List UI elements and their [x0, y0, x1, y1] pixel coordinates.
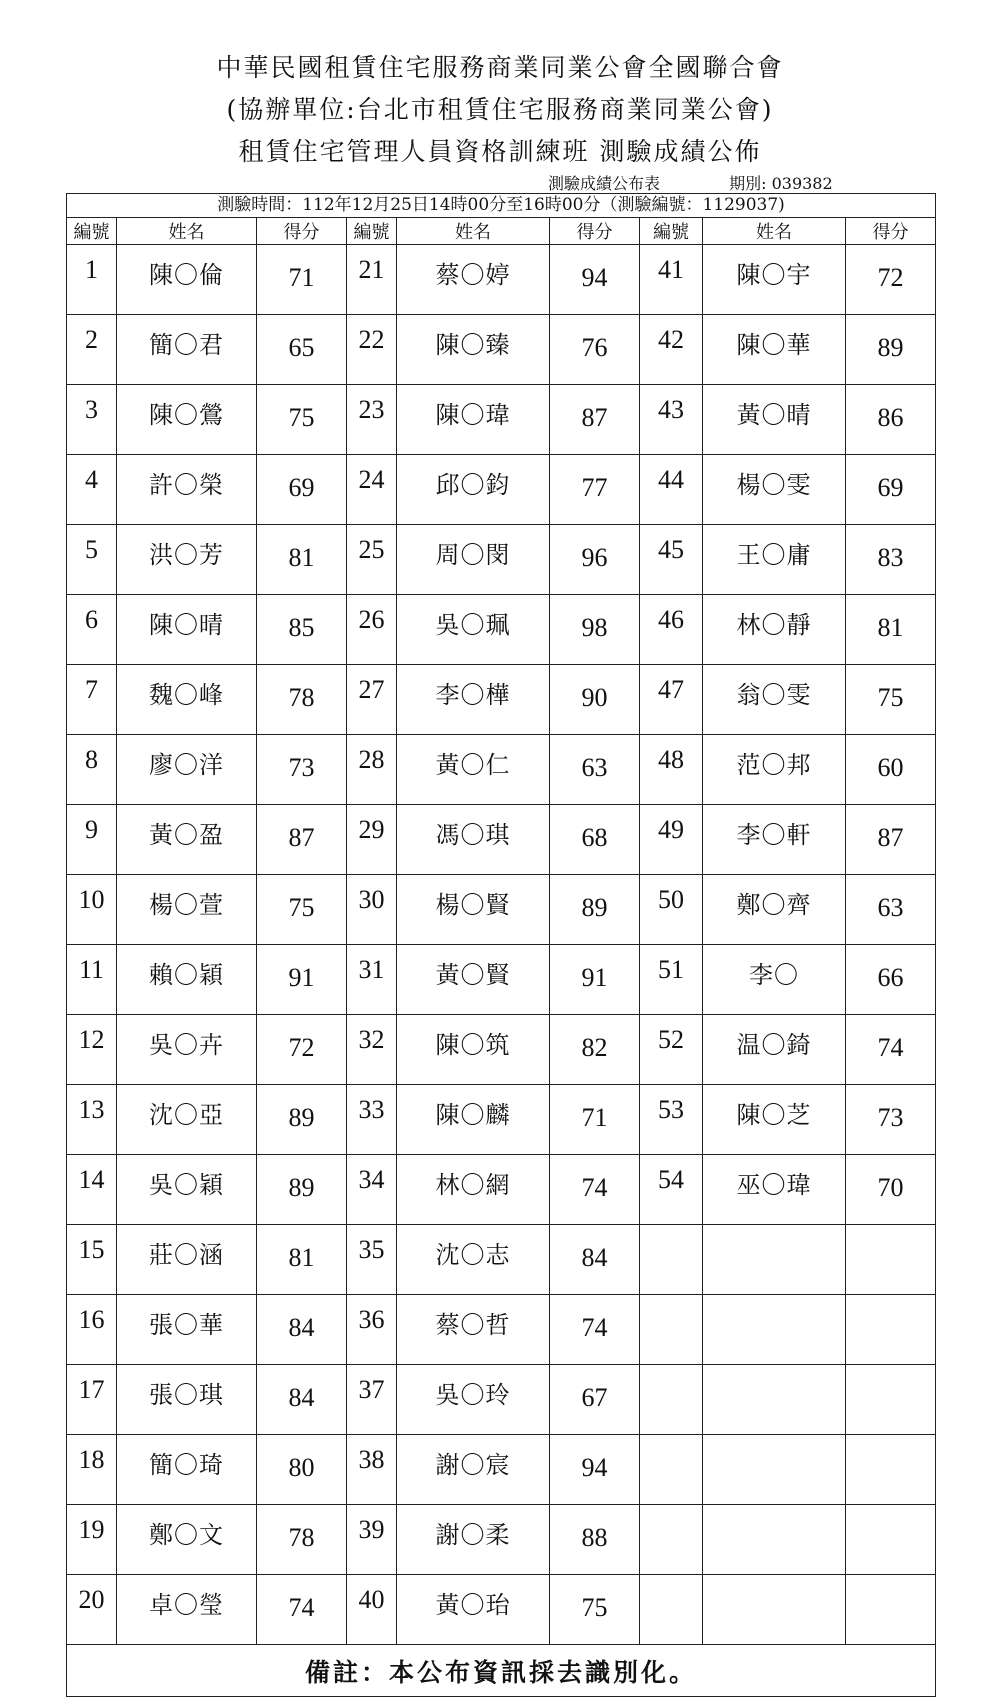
table-row	[67, 1015, 936, 1085]
student-name: 許〇榮	[117, 455, 257, 525]
student-score: 84	[257, 1365, 347, 1435]
student-name: 林〇靜	[703, 595, 846, 665]
student-score: 80	[257, 1435, 347, 1505]
student-number: 47	[640, 665, 703, 735]
student-number: 4	[67, 455, 117, 525]
student-number: 3	[67, 385, 117, 455]
student-number	[640, 1365, 703, 1435]
student-name: 巫〇瑋	[703, 1155, 846, 1225]
student-number: 48	[640, 735, 703, 805]
student-name: 王〇庸	[703, 525, 846, 595]
student-number: 26	[347, 595, 397, 665]
table-row	[67, 315, 936, 385]
student-score	[846, 1435, 936, 1505]
student-name: 温〇錡	[703, 1015, 846, 1085]
student-score	[846, 1575, 936, 1645]
student-name: 翁〇雯	[703, 665, 846, 735]
student-score: 96	[550, 525, 640, 595]
table-row	[67, 455, 936, 525]
student-number: 18	[67, 1435, 117, 1505]
student-score: 87	[846, 805, 936, 875]
student-score: 72	[257, 1015, 347, 1085]
student-number: 49	[640, 805, 703, 875]
student-number: 32	[347, 1015, 397, 1085]
student-score: 94	[550, 1435, 640, 1505]
student-number: 24	[347, 455, 397, 525]
table-label: 測驗成績公布表	[548, 174, 661, 193]
student-name: 陳〇華	[703, 315, 846, 385]
student-name: 陳〇筑	[397, 1015, 550, 1085]
student-name: 黃〇晴	[703, 385, 846, 455]
student-name: 吳〇穎	[117, 1155, 257, 1225]
student-name: 馮〇琪	[397, 805, 550, 875]
student-score: 90	[550, 665, 640, 735]
student-name: 楊〇雯	[703, 455, 846, 525]
period-label: 期別: 039382	[729, 174, 833, 193]
col-header-number: 編號	[67, 218, 117, 245]
student-name: 簡〇君	[117, 315, 257, 385]
student-name: 黃〇仁	[397, 735, 550, 805]
student-name: 陳〇臻	[397, 315, 550, 385]
student-name: 陳〇鶯	[117, 385, 257, 455]
col-header-score: 得分	[846, 218, 936, 245]
student-score: 89	[550, 875, 640, 945]
student-name: 陳〇瑋	[397, 385, 550, 455]
student-number: 22	[347, 315, 397, 385]
student-number: 54	[640, 1155, 703, 1225]
score-table	[66, 193, 936, 1697]
student-score: 91	[550, 945, 640, 1015]
student-number: 42	[640, 315, 703, 385]
student-number: 20	[67, 1575, 117, 1645]
student-score: 71	[257, 245, 347, 315]
student-name: 蔡〇哲	[397, 1295, 550, 1365]
student-score: 76	[550, 315, 640, 385]
student-score: 74	[257, 1575, 347, 1645]
table-row	[67, 1295, 936, 1365]
table-row	[67, 1435, 936, 1505]
student-name: 李〇樺	[397, 665, 550, 735]
student-number: 44	[640, 455, 703, 525]
student-score: 75	[257, 875, 347, 945]
student-score: 74	[550, 1295, 640, 1365]
table-meta	[548, 171, 833, 194]
table-row	[67, 385, 936, 455]
student-name: 陳〇麟	[397, 1085, 550, 1155]
student-name: 廖〇洋	[117, 735, 257, 805]
student-score: 89	[846, 315, 936, 385]
student-score: 78	[257, 665, 347, 735]
student-number: 1	[67, 245, 117, 315]
student-number: 2	[67, 315, 117, 385]
student-score: 63	[550, 735, 640, 805]
student-score: 78	[257, 1505, 347, 1575]
student-score: 73	[846, 1085, 936, 1155]
student-score: 82	[550, 1015, 640, 1085]
student-score	[846, 1505, 936, 1575]
student-name: 吳〇玲	[397, 1365, 550, 1435]
student-name: 張〇華	[117, 1295, 257, 1365]
table-row	[67, 945, 936, 1015]
student-number: 51	[640, 945, 703, 1015]
student-name: 黃〇珆	[397, 1575, 550, 1645]
student-name: 陳〇晴	[117, 595, 257, 665]
exam-time-row	[67, 194, 936, 218]
student-name: 莊〇涵	[117, 1225, 257, 1295]
student-name: 洪〇芳	[117, 525, 257, 595]
student-score: 71	[550, 1085, 640, 1155]
student-score: 70	[846, 1155, 936, 1225]
student-number: 13	[67, 1085, 117, 1155]
student-name: 陳〇芝	[703, 1085, 846, 1155]
student-name: 黃〇盈	[117, 805, 257, 875]
student-number: 39	[347, 1505, 397, 1575]
student-score: 83	[846, 525, 936, 595]
student-name: 沈〇亞	[117, 1085, 257, 1155]
student-score: 77	[550, 455, 640, 525]
student-score: 84	[257, 1295, 347, 1365]
student-name: 李〇	[703, 945, 846, 1015]
student-name	[703, 1225, 846, 1295]
student-name	[703, 1505, 846, 1575]
student-number: 8	[67, 735, 117, 805]
student-number	[640, 1225, 703, 1295]
student-score: 91	[257, 945, 347, 1015]
student-score	[846, 1295, 936, 1365]
student-score: 87	[257, 805, 347, 875]
student-name	[703, 1575, 846, 1645]
student-name: 周〇閔	[397, 525, 550, 595]
student-name: 魏〇峰	[117, 665, 257, 735]
student-number: 30	[347, 875, 397, 945]
table-row	[67, 1085, 936, 1155]
student-number: 12	[67, 1015, 117, 1085]
student-score: 74	[846, 1015, 936, 1085]
note-row	[67, 1645, 936, 1697]
student-number: 37	[347, 1365, 397, 1435]
col-header-name: 姓名	[117, 218, 257, 245]
col-header-number: 編號	[640, 218, 703, 245]
student-name: 范〇邦	[703, 735, 846, 805]
student-score: 67	[550, 1365, 640, 1435]
student-number: 36	[347, 1295, 397, 1365]
student-score: 84	[550, 1225, 640, 1295]
student-score: 69	[846, 455, 936, 525]
student-name: 卓〇瑩	[117, 1575, 257, 1645]
student-name: 蔡〇婷	[397, 245, 550, 315]
student-number: 40	[347, 1575, 397, 1645]
table-row	[67, 1155, 936, 1225]
student-name: 吳〇卉	[117, 1015, 257, 1085]
student-score: 75	[846, 665, 936, 735]
student-name	[703, 1435, 846, 1505]
student-name: 賴〇穎	[117, 945, 257, 1015]
student-score: 60	[846, 735, 936, 805]
table-row	[67, 1575, 936, 1645]
col-header-score: 得分	[257, 218, 347, 245]
student-number: 31	[347, 945, 397, 1015]
student-number	[640, 1435, 703, 1505]
student-number: 23	[347, 385, 397, 455]
student-name: 鄭〇齊	[703, 875, 846, 945]
student-number: 5	[67, 525, 117, 595]
table-row	[67, 1365, 936, 1435]
student-name: 李〇軒	[703, 805, 846, 875]
student-score: 69	[257, 455, 347, 525]
student-score: 74	[550, 1155, 640, 1225]
header-row	[67, 218, 936, 245]
student-name: 楊〇萱	[117, 875, 257, 945]
table-row	[67, 1225, 936, 1295]
student-number: 50	[640, 875, 703, 945]
document-title: 中華民國租賃住宅服務商業同業公會全國聯合會	[216, 53, 784, 82]
col-header-name: 姓名	[703, 218, 846, 245]
student-number: 38	[347, 1435, 397, 1505]
student-score: 75	[550, 1575, 640, 1645]
student-name: 沈〇志	[397, 1225, 550, 1295]
student-number: 17	[67, 1365, 117, 1435]
table-row	[67, 525, 936, 595]
student-number: 34	[347, 1155, 397, 1225]
student-name: 黃〇賢	[397, 945, 550, 1015]
student-number: 19	[67, 1505, 117, 1575]
student-number: 45	[640, 525, 703, 595]
student-number: 16	[67, 1295, 117, 1365]
student-name: 陳〇宇	[703, 245, 846, 315]
student-score: 94	[550, 245, 640, 315]
student-number	[640, 1505, 703, 1575]
student-name: 吳〇珮	[397, 595, 550, 665]
table-row	[67, 735, 936, 805]
student-name: 鄭〇文	[117, 1505, 257, 1575]
student-number: 53	[640, 1085, 703, 1155]
student-name: 陳〇倫	[117, 245, 257, 315]
table-row	[67, 245, 936, 315]
student-score	[846, 1225, 936, 1295]
student-name	[703, 1365, 846, 1435]
student-score: 86	[846, 385, 936, 455]
student-number: 21	[347, 245, 397, 315]
student-score: 66	[846, 945, 936, 1015]
student-score: 81	[257, 525, 347, 595]
student-score	[846, 1365, 936, 1435]
table-row	[67, 665, 936, 735]
student-number: 10	[67, 875, 117, 945]
student-number	[640, 1575, 703, 1645]
student-number: 52	[640, 1015, 703, 1085]
exam-time: 測驗時間：112年12月25日14時00分至16時00分（測驗編號：1129037)	[67, 194, 936, 218]
student-name: 謝〇柔	[397, 1505, 550, 1575]
student-name: 謝〇宸	[397, 1435, 550, 1505]
organizer-line: (協辦單位:台北市租賃住宅服務商業同業公會)	[226, 95, 774, 124]
student-name	[703, 1295, 846, 1365]
student-score: 63	[846, 875, 936, 945]
student-name: 林〇網	[397, 1155, 550, 1225]
student-number: 9	[67, 805, 117, 875]
student-score: 85	[257, 595, 347, 665]
footnote: 備註：本公布資訊採去識別化。	[67, 1645, 936, 1697]
student-name: 楊〇賢	[397, 875, 550, 945]
student-score: 81	[846, 595, 936, 665]
student-score: 73	[257, 735, 347, 805]
document-subtitle: 租賃住宅管理人員資格訓練班 測驗成績公佈	[238, 137, 762, 166]
student-score: 68	[550, 805, 640, 875]
student-score: 65	[257, 315, 347, 385]
student-number: 27	[347, 665, 397, 735]
col-header-score: 得分	[550, 218, 640, 245]
student-score: 72	[846, 245, 936, 315]
student-number: 43	[640, 385, 703, 455]
student-score: 98	[550, 595, 640, 665]
student-number: 25	[347, 525, 397, 595]
student-number: 14	[67, 1155, 117, 1225]
student-number: 35	[347, 1225, 397, 1295]
student-score: 88	[550, 1505, 640, 1575]
student-number: 29	[347, 805, 397, 875]
student-name: 邱〇鈞	[397, 455, 550, 525]
table-row	[67, 805, 936, 875]
student-score: 89	[257, 1155, 347, 1225]
student-number: 7	[67, 665, 117, 735]
student-score: 87	[550, 385, 640, 455]
col-header-name: 姓名	[397, 218, 550, 245]
student-number: 41	[640, 245, 703, 315]
student-score: 89	[257, 1085, 347, 1155]
student-number: 46	[640, 595, 703, 665]
table-row	[67, 595, 936, 665]
student-name: 張〇琪	[117, 1365, 257, 1435]
student-number: 33	[347, 1085, 397, 1155]
student-name: 簡〇琦	[117, 1435, 257, 1505]
student-number: 15	[67, 1225, 117, 1295]
student-number: 28	[347, 735, 397, 805]
table-row	[67, 1505, 936, 1575]
table-row	[67, 875, 936, 945]
student-number	[640, 1295, 703, 1365]
student-score: 75	[257, 385, 347, 455]
student-number: 6	[67, 595, 117, 665]
student-score: 81	[257, 1225, 347, 1295]
student-number: 11	[67, 945, 117, 1015]
col-header-number: 編號	[347, 218, 397, 245]
